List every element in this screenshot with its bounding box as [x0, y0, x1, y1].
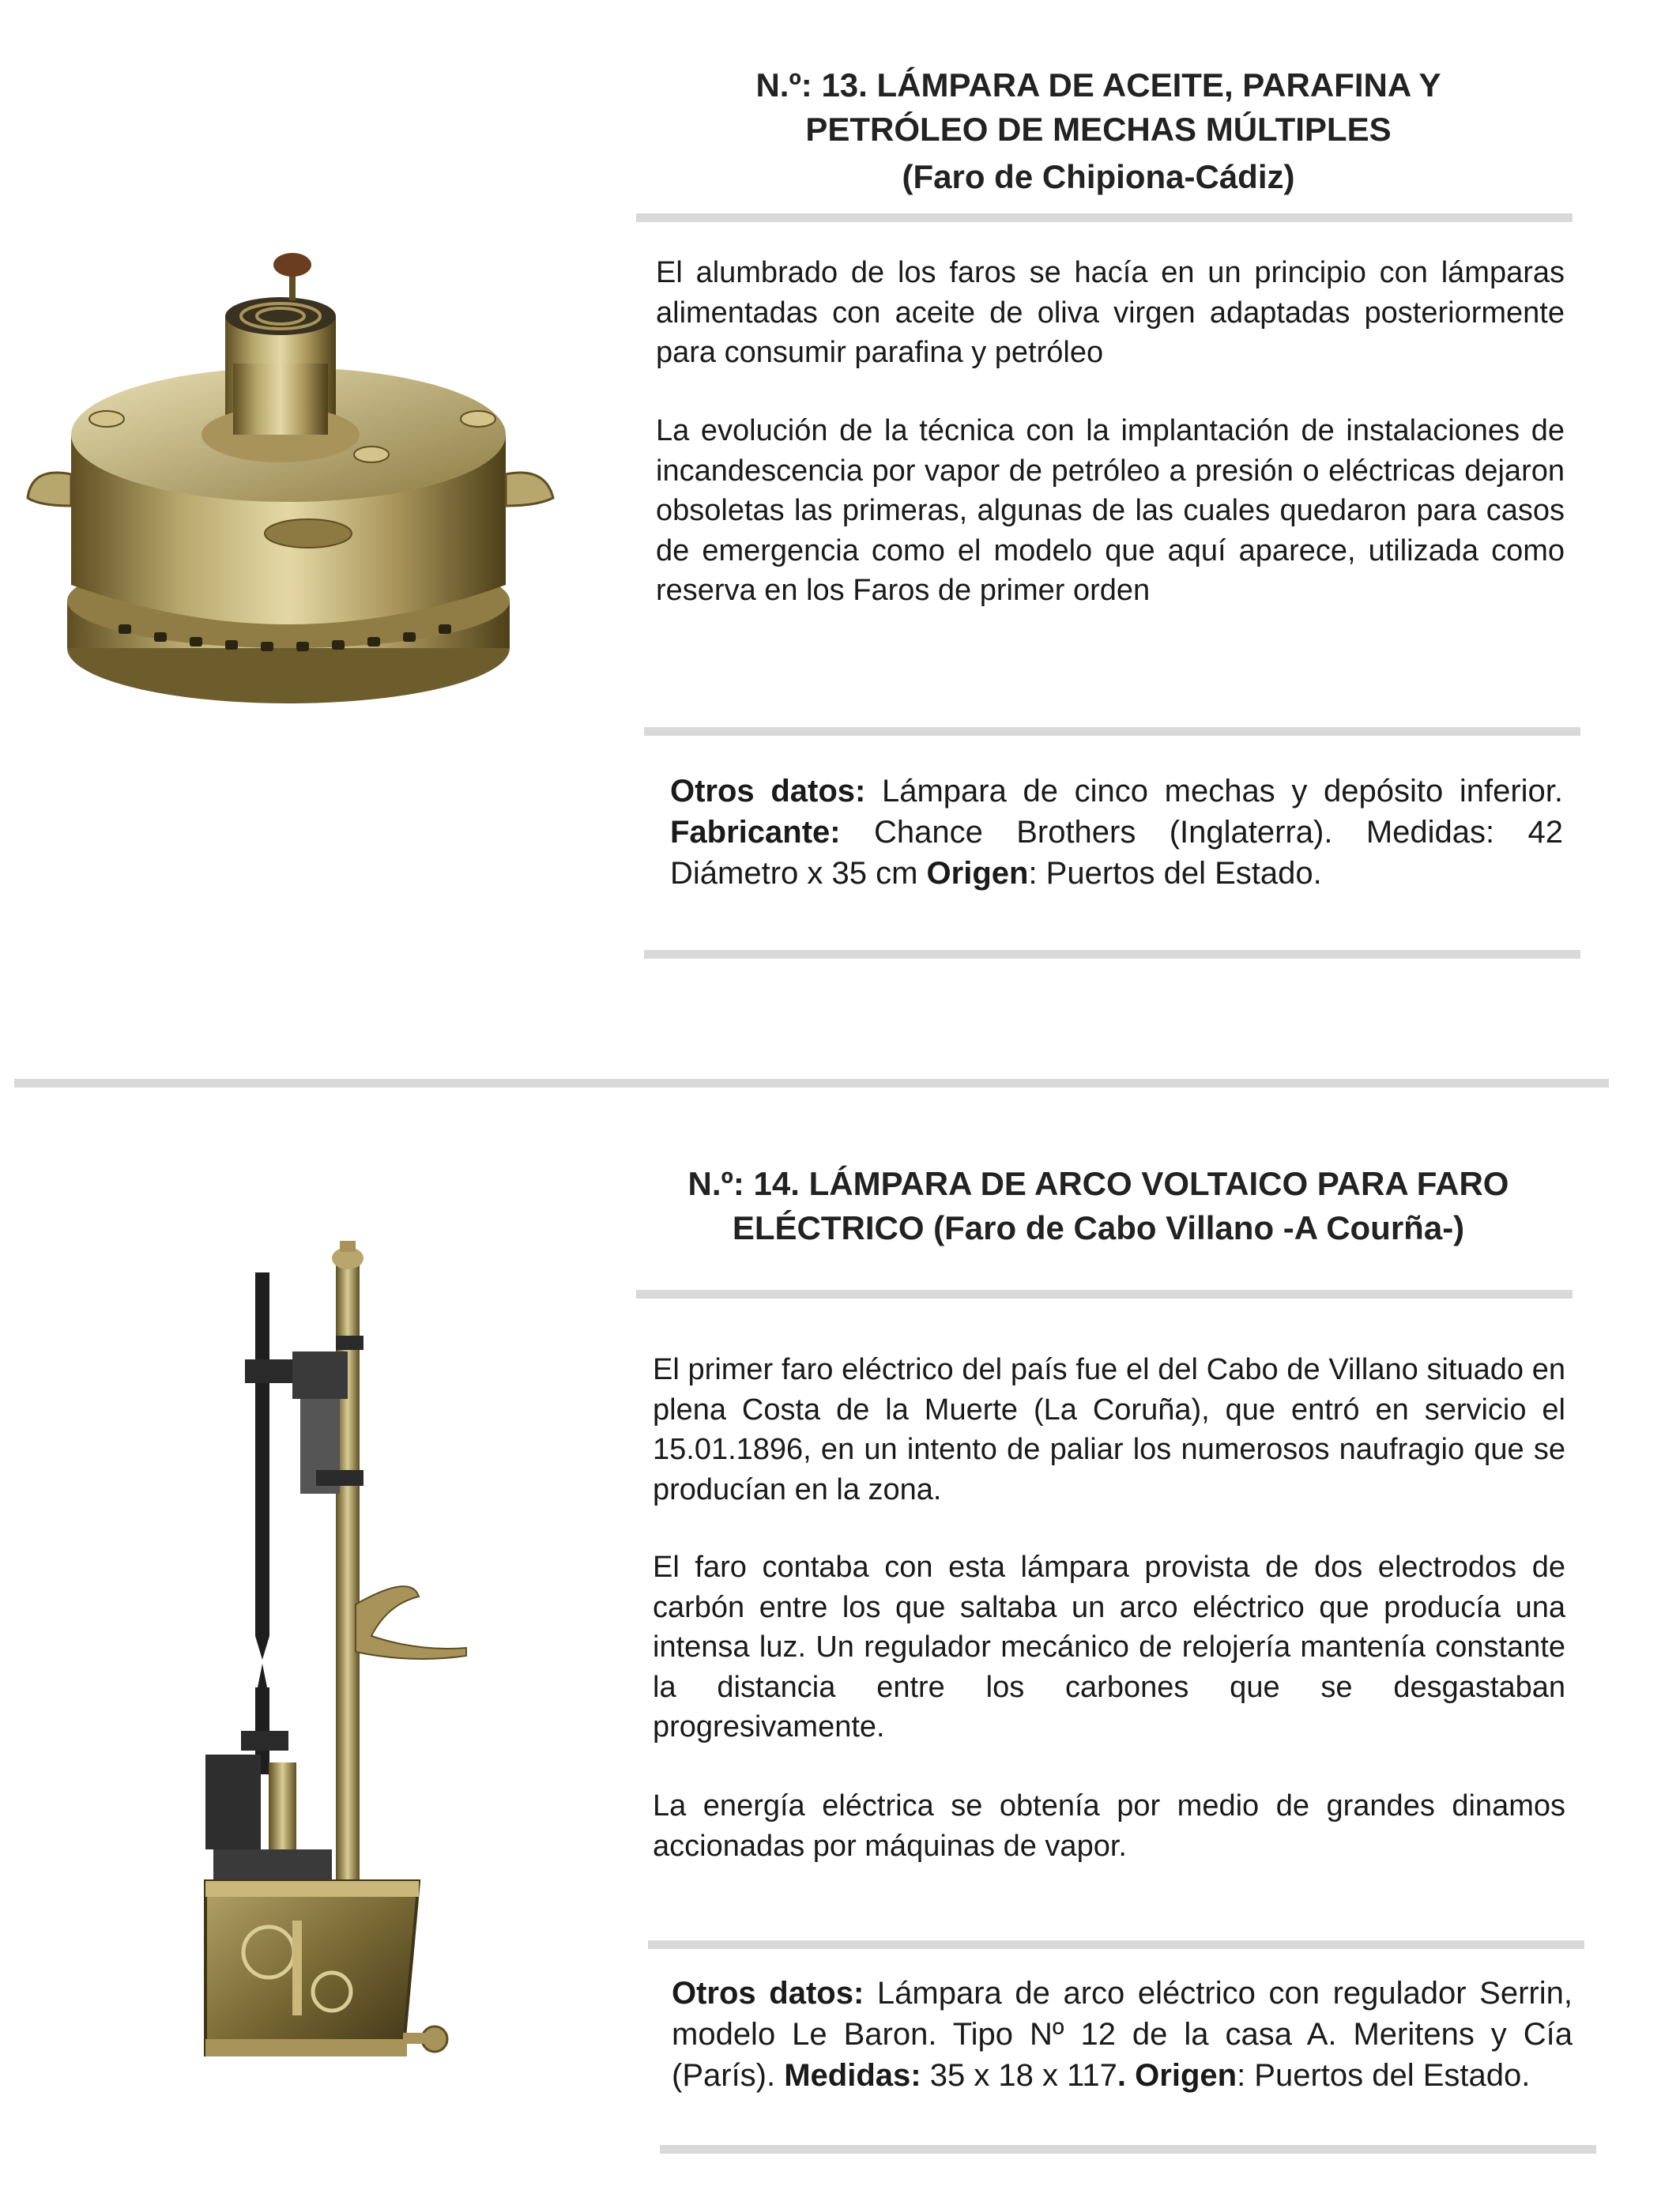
- item14-title-divider: [636, 1290, 1573, 1299]
- item13-description-2: La evolución de la técnica con la implantación de instalaciones de incandescencia por vapor de petróleo a presión o eléctricas dejaron obsoletas las primeras, algunas de las cuales quedaron para casos de emergencia como el modelo que aquí aparece, utilizada como reserva en los Faros de primer orden: [656, 414, 1565, 607]
- item14-otros-datos-value: Lámpara de arco eléctrico con regulador Serrin, modelo Le Baron. Tipo Nº 12 de la casa A. Meritens y Cía (París).: [672, 1976, 1573, 2093]
- section-separator: [14, 1079, 1609, 1088]
- item13-fabricante-value: Chance Brothers (Inglaterra). Medidas: 42 Diámetro x 35 cm: [670, 815, 1563, 891]
- item13-description-1: El alumbrado de los faros se hacía en un principio con lámparas alimentadas con aceite de oliva virgen adaptadas posteriormente para consumir parafina y petróleo: [656, 256, 1565, 369]
- oil-lamp-photo: [16, 237, 561, 727]
- item14-details: [672, 1973, 1573, 2096]
- item14-title-line1: N.º: 14. LÁMPARA DE ARCO VOLTAICO PARA FARO: [687, 1165, 1509, 1202]
- item13-origen-value: : Puertos del Estado.: [1028, 856, 1322, 891]
- item13-details-top-divider: [644, 727, 1580, 736]
- item13-title-divider: [636, 213, 1573, 222]
- item14-title-line2: ELÉCTRICO (Faro de Cabo Villano -A Courña-): [732, 1209, 1465, 1246]
- item13-fabricante-label: Fabricante:: [670, 815, 841, 850]
- item14-description-3: La energía eléctrica se obtenía por medio de grandes dinamos accionadas por máquinas de vapor.: [653, 1789, 1565, 1863]
- item14-details-top-divider: [648, 1940, 1584, 1949]
- item14-details-bottom-divider: [660, 2145, 1596, 2154]
- item13-details-bottom-divider: [644, 950, 1580, 959]
- item13-details: [670, 771, 1563, 894]
- item14-title: [632, 1162, 1565, 1250]
- item14-origen-label: . Origen: [1117, 2058, 1237, 2093]
- item13-subtitle: (Faro de Chipiona-Cádiz): [902, 158, 1295, 195]
- item14-medidas-value: 35 x 18 x 117: [921, 2058, 1117, 2093]
- item14-otros-datos-label: Otros datos:: [672, 1976, 864, 2011]
- item13-otros-datos-label: Otros datos:: [670, 774, 866, 809]
- item14-origen-value: : Puertos del Estado.: [1237, 2058, 1531, 2093]
- item13-origen-label: Origen: [926, 856, 1029, 891]
- item14-description-1: El primer faro eléctrico del país fue el del Cabo de Villano situado en plena Costa de la Muerte (La Coruña), que entró en servicio el 15.01.1896, en un intento de paliar los numerosos naufragio que se producían en la zona.: [653, 1353, 1565, 1506]
- item13-otros-datos-value: Lámpara de cinco mechas y depósito inferior.: [865, 774, 1564, 809]
- item13-title: [632, 63, 1565, 199]
- item13-title-line1: N.º: 13. LÁMPARA DE ACEITE, PARAFINA Y: [755, 66, 1441, 104]
- item14-description-2: El faro contaba con esta lámpara provista de dos electrodos de carbón entre los que saltaba un arco eléctrico que producía una intensa luz. Un regulador mecánico de relojería mantenía constante la distancia entre los carbones que se desgastaban progresivamente.: [653, 1551, 1565, 1744]
- item13-title-line2: PETRÓLEO DE MECHAS MÚLTIPLES: [805, 111, 1392, 148]
- arc-lamp-photo: [182, 1241, 498, 2071]
- item14-medidas-label: Medidas:: [784, 2058, 921, 2093]
